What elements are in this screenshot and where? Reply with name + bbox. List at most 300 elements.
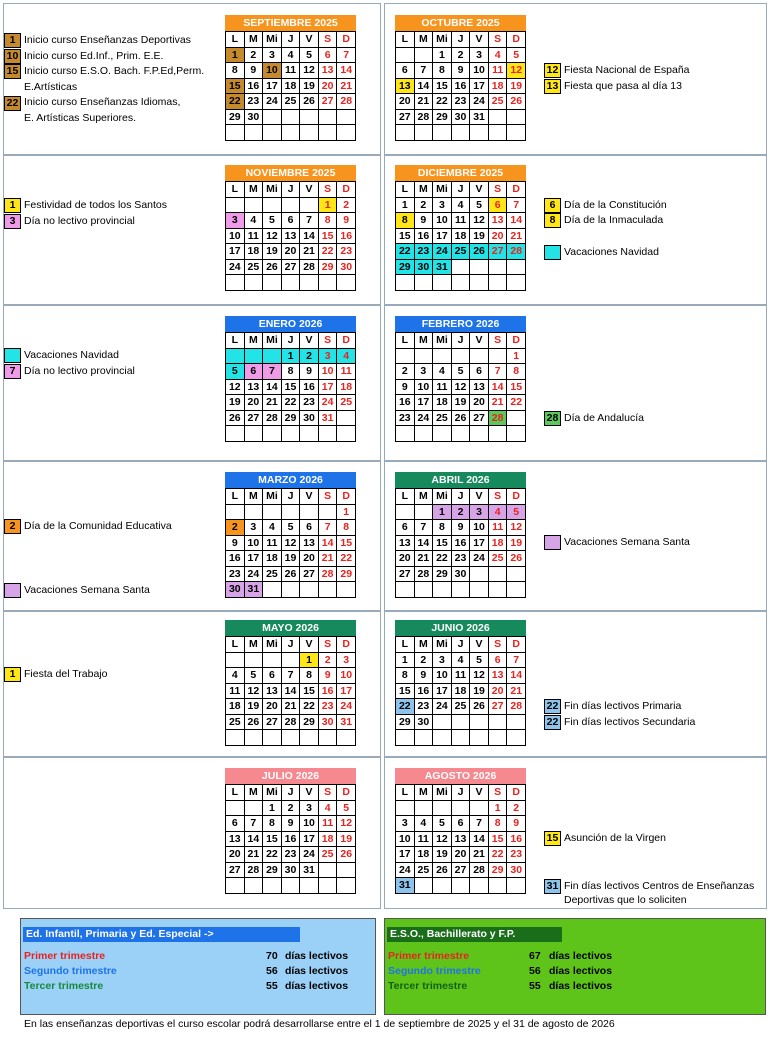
month-title: JUNIO 2026 [395,620,526,636]
day-cell: 5 [263,213,282,229]
day-cell: 26 [337,847,356,863]
legend-text: Vacaciones Navidad [564,246,659,258]
trimester-days: 55 [266,980,278,992]
day-cell: 14 [415,536,434,552]
day-cell: 11 [319,816,338,832]
day-cell: 20 [396,551,415,567]
legend-swatch: 1 [4,667,21,682]
empty-cell [433,878,452,894]
day-cell: 8 [489,816,508,832]
day-cell: 20 [470,395,489,411]
trimester-label: Segundo trimestre [388,965,481,977]
day-cell: 10 [226,229,245,245]
empty-cell [337,110,356,126]
empty-cell [300,505,319,521]
day-cell: 28 [245,863,264,879]
day-cell: 11 [452,668,471,684]
empty-cell [319,426,338,442]
month-title: OCTUBRE 2025 [395,15,526,31]
legend-text: Vacaciones Semana Santa [24,584,150,596]
day-cell: 22 [300,699,319,715]
day-cell: 29 [489,863,508,879]
weekday-header: J [452,32,471,48]
day-cell: 28 [415,567,434,583]
legend-entry [544,535,690,551]
day-cell: 23 [226,567,245,583]
day-cell: 24 [433,699,452,715]
day-cell: 25 [337,395,356,411]
day-cell: 9 [245,63,264,79]
legend-text: Vacaciones Semana Santa [564,536,690,548]
empty-cell [245,275,264,291]
day-cell: 3 [226,213,245,229]
weekday-header: Mi [263,489,282,505]
empty-cell [300,426,319,442]
legend-entry [544,699,681,715]
day-cell: 26 [226,411,245,427]
trimester-label: Primer trimestre [24,950,106,962]
legend-swatch: 22 [4,96,21,111]
month-calendar [395,472,526,598]
day-cell: 2 [452,505,471,521]
day-cell: 18 [282,79,301,95]
empty-cell [415,426,434,442]
day-cell: 29 [300,715,319,731]
day-cell: 12 [507,520,526,536]
day-cell: 4 [452,653,471,669]
day-cell: 23 [452,551,471,567]
day-cell: 1 [489,801,508,817]
weekday-header: V [300,32,319,48]
weekday-header: V [300,333,319,349]
day-cell: 13 [452,832,471,848]
empty-cell [226,125,245,141]
day-cell: 16 [415,229,434,245]
day-cell: 12 [245,684,264,700]
empty-cell [489,878,508,894]
day-cell: 12 [452,380,471,396]
day-cell: 2 [415,653,434,669]
footer-note: En las enseñanzas deportivas el curso escolar podrá desarrollarse entre el 1 de septiembre de 2025 y el 31 de agosto de 2026 [24,1018,615,1030]
day-cell: 15 [433,79,452,95]
day-cell: 19 [337,832,356,848]
empty-cell [452,125,471,141]
empty-cell [282,125,301,141]
day-cell: 30 [319,715,338,731]
empty-cell [263,730,282,746]
day-cell: 11 [489,63,508,79]
day-cell: 14 [282,684,301,700]
weekday-header: Mi [263,333,282,349]
day-cell: 4 [226,668,245,684]
empty-cell [470,260,489,276]
day-cell: 17 [226,244,245,260]
weekday-header: L [226,333,245,349]
weekday-header: D [337,637,356,653]
empty-cell [337,426,356,442]
day-cell: 15 [263,832,282,848]
day-cell: 3 [337,653,356,669]
day-cell: 19 [452,395,471,411]
empty-cell [300,198,319,214]
day-cell: 31 [396,878,415,894]
empty-cell [415,48,434,64]
day-cell: 11 [282,63,301,79]
legend-entry [544,715,695,731]
empty-cell [489,110,508,126]
day-cell: 22 [489,847,508,863]
summary-infantil-primaria [20,918,376,1015]
legend-text: Festividad de todos los Santos [24,199,168,211]
empty-cell [263,198,282,214]
empty-cell [396,48,415,64]
weekday-header: J [282,489,301,505]
day-cell: 8 [226,63,245,79]
day-cell: 29 [396,715,415,731]
month-calendar [225,768,356,894]
legend-swatch: 22 [544,699,561,714]
day-cell: 26 [300,94,319,110]
day-cell: 17 [415,395,434,411]
weekday-header: Mi [263,182,282,198]
day-cell: 20 [282,244,301,260]
empty-cell [396,730,415,746]
empty-cell [470,715,489,731]
day-cell: 11 [226,684,245,700]
weekday-header: M [415,785,434,801]
day-cell: 21 [319,551,338,567]
weekday-header: D [507,785,526,801]
empty-cell [226,349,245,365]
weekday-header: L [226,637,245,653]
day-cell: 17 [337,684,356,700]
day-cell: 15 [433,536,452,552]
month-title: JULIO 2026 [225,768,356,784]
day-cell: 13 [489,213,508,229]
empty-cell [319,505,338,521]
summary-title: E.S.O., Bachillerato y F.P. [387,927,562,942]
legend-text: Día de la Constitución [564,199,667,211]
day-cell: 2 [507,801,526,817]
day-cell: 27 [470,411,489,427]
empty-cell [226,426,245,442]
day-cell: 27 [300,567,319,583]
day-cell: 25 [452,699,471,715]
empty-cell [337,863,356,879]
day-cell: 7 [507,198,526,214]
day-cell: 20 [489,229,508,245]
day-cell: 25 [263,567,282,583]
weekday-header: S [489,637,508,653]
empty-cell [489,426,508,442]
empty-cell [226,878,245,894]
legend-entry [544,79,682,95]
weekday-header: M [245,333,264,349]
legend-entry [4,214,135,230]
weekday-header: V [470,182,489,198]
legend-text: Inicio curso Ed.Inf., Prim. E.E. [24,49,164,62]
day-cell: 1 [433,48,452,64]
day-cell: 22 [282,395,301,411]
day-cell: 2 [415,198,434,214]
legend-entry [4,198,167,214]
month-title: NOVIEMBRE 2025 [225,165,356,181]
day-cell: 19 [470,229,489,245]
day-cell: 8 [507,364,526,380]
day-cell: 16 [452,536,471,552]
day-cell: 5 [337,801,356,817]
weekday-header: Mi [263,637,282,653]
day-cell: 18 [415,847,434,863]
day-cell: 8 [263,816,282,832]
empty-cell [507,426,526,442]
day-cell: 28 [415,110,434,126]
empty-cell [263,653,282,669]
day-cell: 5 [226,364,245,380]
empty-cell [263,349,282,365]
month-calendar [225,316,356,442]
legend-entry [4,111,136,127]
empty-cell [507,715,526,731]
trimester-label: Tercer trimestre [24,980,104,992]
month-title: AGOSTO 2026 [395,768,526,784]
legend-swatch [4,348,21,363]
trimester-label: Primer trimestre [388,950,470,962]
empty-cell [396,275,415,291]
day-cell: 23 [415,699,434,715]
empty-cell [245,730,264,746]
day-cell: 19 [263,244,282,260]
day-cell: 10 [300,816,319,832]
day-cell: 23 [245,94,264,110]
day-cell: 9 [319,668,338,684]
day-cell: 24 [245,567,264,583]
day-cell: 3 [300,801,319,817]
weekday-header: J [282,182,301,198]
day-cell: 15 [226,79,245,95]
empty-cell [433,275,452,291]
trimester-unit: días lectivos [549,965,613,977]
empty-cell [263,426,282,442]
day-cell: 5 [470,198,489,214]
day-cell: 7 [470,816,489,832]
day-cell: 24 [226,260,245,276]
day-cell: 3 [245,520,264,536]
weekday-header: M [415,32,434,48]
month-title: SEPTIEMBRE 2025 [225,15,356,31]
legend-entry [4,95,180,111]
day-cell: 9 [415,213,434,229]
day-cell: 25 [489,551,508,567]
day-cell: 4 [452,198,471,214]
legend-entry [4,33,191,49]
day-cell: 7 [319,520,338,536]
day-cell: 10 [433,668,452,684]
day-cell: 18 [489,536,508,552]
day-cell: 30 [226,582,245,598]
day-cell: 7 [245,816,264,832]
legend-text: Asunción de la Virgen [564,832,666,844]
trimester-days: 56 [529,965,541,977]
day-cell: 23 [415,244,434,260]
weekday-header: M [245,32,264,48]
day-cell: 21 [282,699,301,715]
trimester-label: Tercer trimestre [388,980,468,992]
day-cell: 7 [415,520,434,536]
day-cell: 9 [226,536,245,552]
month-calendar [225,15,356,141]
day-cell: 24 [300,847,319,863]
weekday-header: V [470,637,489,653]
legend-entry [4,364,135,380]
day-cell: 14 [415,79,434,95]
weekday-header: M [245,489,264,505]
empty-cell [300,878,319,894]
legend-text: Fin días lectivos Primaria [564,700,682,712]
day-cell: 16 [337,229,356,245]
day-cell: 26 [507,94,526,110]
weekday-header: D [337,785,356,801]
day-cell: 25 [489,94,508,110]
legend-text: Inicio curso Enseñanzas Deportivas [24,34,191,46]
day-cell: 7 [282,668,301,684]
day-cell: 13 [396,79,415,95]
day-cell: 25 [319,847,338,863]
empty-cell [396,801,415,817]
day-cell: 3 [470,48,489,64]
day-cell: 30 [415,260,434,276]
empty-cell [433,715,452,731]
weekday-header: S [489,32,508,48]
weekday-header: D [337,333,356,349]
day-cell: 27 [282,260,301,276]
day-cell: 12 [263,229,282,245]
day-cell: 1 [337,505,356,521]
weekday-header: L [226,489,245,505]
legend-entry [4,49,163,65]
trimester-days: 70 [266,950,278,962]
empty-cell [263,275,282,291]
empty-cell [507,582,526,598]
day-cell: 7 [415,63,434,79]
legend-text: Fin días lectivos Secundaria [564,716,696,728]
legend-swatch: 28 [544,411,561,426]
day-cell: 13 [245,380,264,396]
weekday-header: D [507,489,526,505]
empty-cell [489,275,508,291]
empty-cell [319,582,338,598]
day-cell: 17 [470,536,489,552]
empty-cell [282,653,301,669]
day-cell: 20 [300,551,319,567]
day-cell: 19 [433,847,452,863]
day-cell: 3 [396,816,415,832]
empty-cell [470,878,489,894]
day-cell: 1 [282,349,301,365]
day-cell: 5 [433,816,452,832]
empty-cell [396,426,415,442]
day-cell: 10 [245,536,264,552]
month-calendar [225,472,356,598]
day-cell: 20 [452,847,471,863]
empty-cell [489,125,508,141]
day-cell: 13 [226,832,245,848]
day-cell: 6 [489,198,508,214]
day-cell: 16 [319,684,338,700]
legend-text: Fiesta del Trabajo [24,668,108,680]
day-cell: 11 [452,213,471,229]
month-calendar [395,768,526,894]
weekday-header: M [415,333,434,349]
day-cell: 27 [263,715,282,731]
empty-cell [452,715,471,731]
day-cell: 2 [245,48,264,64]
day-cell: 21 [507,684,526,700]
day-cell: 19 [507,536,526,552]
empty-cell [489,260,508,276]
day-cell: 18 [245,244,264,260]
day-cell: 16 [300,380,319,396]
day-cell: 18 [489,79,508,95]
empty-cell [415,878,434,894]
legend-entry [544,831,666,847]
empty-cell [415,275,434,291]
day-cell: 1 [507,349,526,365]
empty-cell [452,801,471,817]
day-cell: 24 [415,411,434,427]
legend-swatch: 7 [4,364,21,379]
day-cell: 29 [433,110,452,126]
empty-cell [263,878,282,894]
day-cell: 22 [319,244,338,260]
legend-swatch: 13 [544,79,561,94]
day-cell: 27 [245,411,264,427]
weekday-header: Mi [433,785,452,801]
day-cell: 27 [452,863,471,879]
empty-cell [337,411,356,427]
weekday-header: J [282,32,301,48]
day-cell: 6 [282,213,301,229]
day-cell: 5 [245,668,264,684]
empty-cell [433,349,452,365]
day-cell: 10 [319,364,338,380]
empty-cell [396,582,415,598]
day-cell: 4 [337,349,356,365]
weekday-header: S [319,489,338,505]
day-cell: 2 [282,801,301,817]
day-cell: 11 [245,229,264,245]
day-cell: 22 [226,94,245,110]
day-cell: 23 [282,847,301,863]
day-cell: 13 [282,229,301,245]
legend-text: Día de la Inmaculada [564,214,664,226]
empty-cell [337,125,356,141]
day-cell: 9 [337,213,356,229]
day-cell: 6 [489,653,508,669]
day-cell: 15 [396,684,415,700]
day-cell: 2 [452,48,471,64]
day-cell: 29 [337,567,356,583]
day-cell: 2 [319,653,338,669]
empty-cell [319,125,338,141]
legend-swatch [4,583,21,598]
month-title: FEBRERO 2026 [395,316,526,332]
day-cell: 19 [300,79,319,95]
day-cell: 22 [337,551,356,567]
day-cell: 6 [396,520,415,536]
day-cell: 22 [507,395,526,411]
day-cell: 29 [226,110,245,126]
